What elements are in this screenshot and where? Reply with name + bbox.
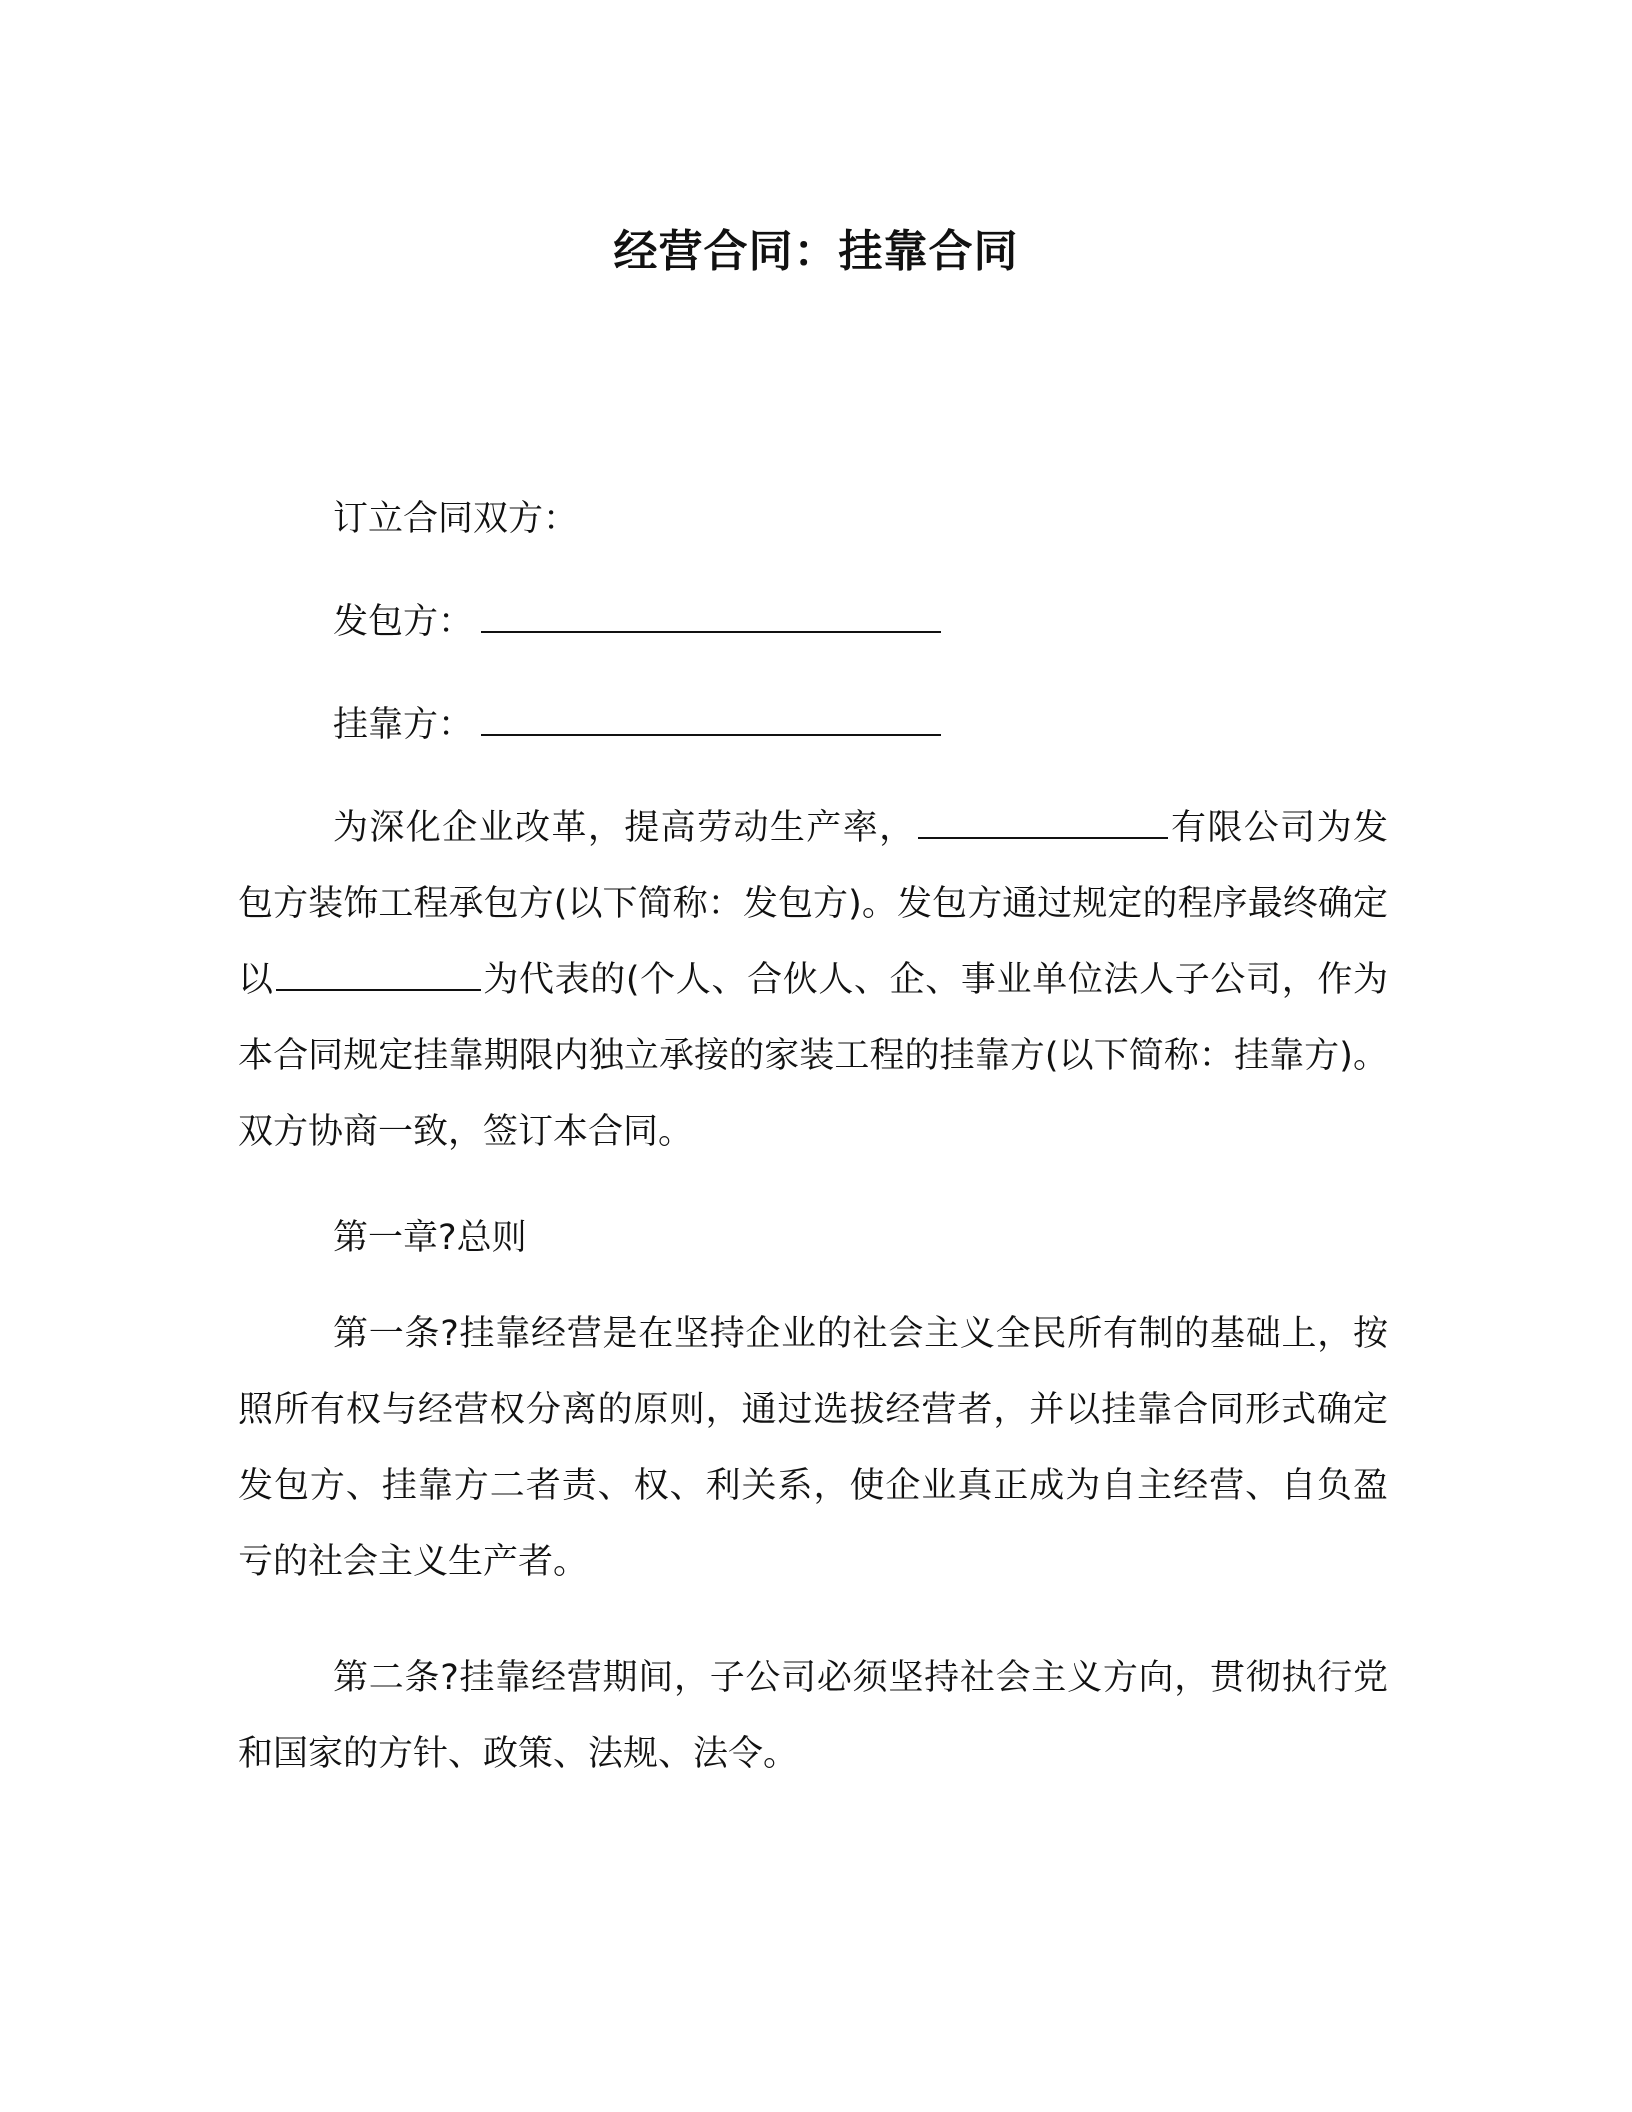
document-title: 经营合同：挂靠合同: [613, 226, 1019, 277]
intro-text-2: 有限公司为发包方装饰工程承包方(以下简称：发包方)。发包方通过规定的程序最终确定以: [238, 808, 1388, 1000]
contractor-blank-field[interactable]: [481, 601, 941, 633]
intro-text-3: 为代表的(个人、合伙人、企、事业单位法人子公司，作为本合同规定挂靠期限内独立承接的家装工程的挂靠方(以下简称：挂靠方)。双方协商一致，签订本合同。: [238, 960, 1388, 1152]
contractor-label: 发包方：: [333, 602, 474, 642]
article2-paragraph: 第二条?挂靠经营期间，子公司必须坚持社会主义方向，贯彻执行党和国家的方针、政策、法规、法令。: [238, 1658, 1388, 1774]
affiliate-label: 挂靠方：: [333, 705, 474, 745]
chapter1-heading: 第一章?总则: [333, 1218, 527, 1258]
affiliate-blank-field[interactable]: [481, 704, 941, 736]
intro-text-1: 为深化企业改革，提高劳动生产率，: [333, 808, 916, 848]
affiliate-line: [333, 700, 941, 750]
parties-heading: 订立合同双方：: [333, 499, 579, 539]
contractor-line: [333, 597, 941, 647]
representative-blank-field[interactable]: [276, 959, 481, 991]
intro-paragraph: [238, 790, 1388, 1170]
article1-paragraph: 第一条?挂靠经营是在坚持企业的社会主义全民所有制的基础上，按照所有权与经营权分离的原则，通过选拔经营者，并以挂靠合同形式确定发包方、挂靠方二者责、权、利关系，使企业真正成为自主经营、自负盈亏的社会主义生产者。: [238, 1314, 1388, 1582]
company-blank-field[interactable]: [918, 807, 1168, 839]
